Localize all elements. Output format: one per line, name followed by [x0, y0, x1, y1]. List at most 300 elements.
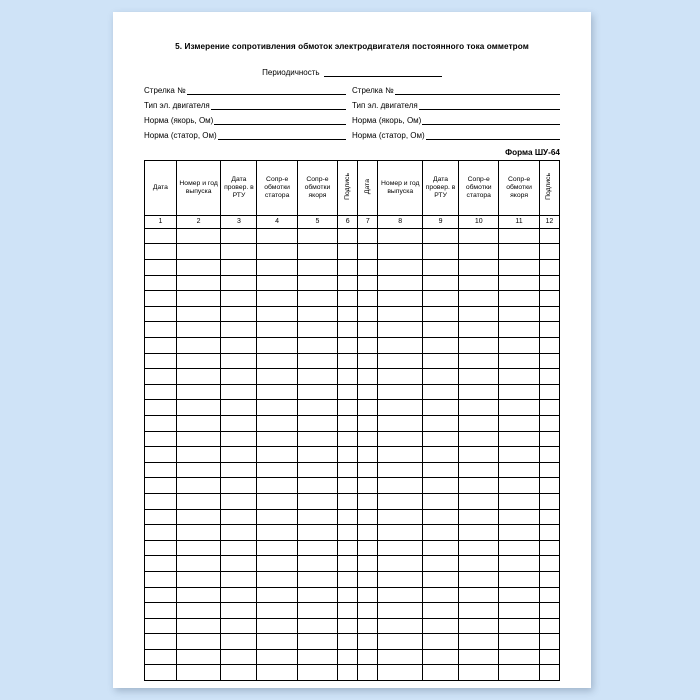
table-cell[interactable]	[221, 649, 257, 665]
table-row[interactable]	[145, 291, 560, 307]
table-cell[interactable]	[378, 618, 423, 634]
table-cell[interactable]	[221, 634, 257, 650]
table-cell[interactable]	[358, 587, 378, 603]
table-cell[interactable]	[499, 353, 539, 369]
table-cell[interactable]	[145, 431, 177, 447]
table-cell[interactable]	[539, 244, 559, 260]
table-cell[interactable]	[459, 322, 499, 338]
table-cell[interactable]	[297, 603, 337, 619]
table-cell[interactable]	[145, 571, 177, 587]
table-cell[interactable]	[423, 228, 459, 244]
table-cell[interactable]	[459, 415, 499, 431]
table-cell[interactable]	[423, 587, 459, 603]
table-cell[interactable]	[221, 260, 257, 276]
table-cell[interactable]	[358, 275, 378, 291]
table-cell[interactable]	[423, 603, 459, 619]
table-cell[interactable]	[257, 228, 297, 244]
table-cell[interactable]	[378, 665, 423, 681]
table-cell[interactable]	[459, 244, 499, 260]
table-cell[interactable]	[257, 462, 297, 478]
table-cell[interactable]	[459, 603, 499, 619]
table-cell[interactable]	[338, 462, 358, 478]
table-cell[interactable]	[459, 306, 499, 322]
table-cell[interactable]	[378, 462, 423, 478]
table-cell[interactable]	[257, 634, 297, 650]
table-cell[interactable]	[176, 338, 221, 354]
table-cell[interactable]	[257, 431, 297, 447]
table-cell[interactable]	[378, 556, 423, 572]
table-row[interactable]	[145, 618, 560, 634]
table-cell[interactable]	[358, 228, 378, 244]
table-cell[interactable]	[459, 478, 499, 494]
table-cell[interactable]	[539, 431, 559, 447]
table-cell[interactable]	[539, 322, 559, 338]
table-row[interactable]	[145, 540, 560, 556]
table-cell[interactable]	[338, 540, 358, 556]
table-cell[interactable]	[539, 665, 559, 681]
table-cell[interactable]	[423, 415, 459, 431]
table-cell[interactable]	[499, 400, 539, 416]
table-cell[interactable]	[358, 431, 378, 447]
table-cell[interactable]	[176, 431, 221, 447]
table-cell[interactable]	[459, 400, 499, 416]
table-cell[interactable]	[423, 618, 459, 634]
table-cell[interactable]	[297, 634, 337, 650]
table-cell[interactable]	[338, 556, 358, 572]
table-cell[interactable]	[145, 260, 177, 276]
table-cell[interactable]	[499, 525, 539, 541]
table-cell[interactable]	[338, 618, 358, 634]
table-cell[interactable]	[221, 587, 257, 603]
table-cell[interactable]	[221, 228, 257, 244]
table-cell[interactable]	[145, 415, 177, 431]
table-cell[interactable]	[145, 665, 177, 681]
table-row[interactable]	[145, 322, 560, 338]
table-cell[interactable]	[221, 571, 257, 587]
table-cell[interactable]	[257, 478, 297, 494]
table-cell[interactable]	[176, 509, 221, 525]
table-cell[interactable]	[176, 525, 221, 541]
table-cell[interactable]	[176, 540, 221, 556]
table-row[interactable]	[145, 338, 560, 354]
table-cell[interactable]	[358, 338, 378, 354]
table-row[interactable]	[145, 603, 560, 619]
table-cell[interactable]	[358, 291, 378, 307]
table-cell[interactable]	[145, 322, 177, 338]
table-cell[interactable]	[499, 291, 539, 307]
table-cell[interactable]	[358, 447, 378, 463]
table-cell[interactable]	[257, 603, 297, 619]
table-cell[interactable]	[499, 649, 539, 665]
table-cell[interactable]	[257, 244, 297, 260]
table-cell[interactable]	[338, 415, 358, 431]
table-cell[interactable]	[423, 493, 459, 509]
table-cell[interactable]	[338, 525, 358, 541]
table-cell[interactable]	[499, 556, 539, 572]
table-cell[interactable]	[378, 587, 423, 603]
table-cell[interactable]	[358, 525, 378, 541]
table-row[interactable]	[145, 462, 560, 478]
table-cell[interactable]	[539, 260, 559, 276]
table-cell[interactable]	[257, 260, 297, 276]
table-row[interactable]	[145, 353, 560, 369]
table-cell[interactable]	[145, 462, 177, 478]
table-cell[interactable]	[257, 275, 297, 291]
table-cell[interactable]	[145, 338, 177, 354]
table-cell[interactable]	[221, 525, 257, 541]
table-cell[interactable]	[358, 556, 378, 572]
table-cell[interactable]	[221, 338, 257, 354]
table-cell[interactable]	[338, 634, 358, 650]
table-cell[interactable]	[221, 244, 257, 260]
table-cell[interactable]	[539, 618, 559, 634]
table-cell[interactable]	[358, 306, 378, 322]
table-cell[interactable]	[145, 291, 177, 307]
table-cell[interactable]	[297, 447, 337, 463]
table-cell[interactable]	[499, 493, 539, 509]
table-cell[interactable]	[221, 540, 257, 556]
table-cell[interactable]	[459, 431, 499, 447]
table-cell[interactable]	[257, 493, 297, 509]
table-cell[interactable]	[145, 275, 177, 291]
table-row[interactable]	[145, 228, 560, 244]
table-cell[interactable]	[176, 322, 221, 338]
table-cell[interactable]	[423, 338, 459, 354]
table-cell[interactable]	[257, 447, 297, 463]
table-cell[interactable]	[297, 571, 337, 587]
table-cell[interactable]	[176, 447, 221, 463]
table-cell[interactable]	[459, 369, 499, 385]
table-cell[interactable]	[257, 649, 297, 665]
table-cell[interactable]	[358, 462, 378, 478]
table-cell[interactable]	[539, 447, 559, 463]
table-cell[interactable]	[176, 571, 221, 587]
table-cell[interactable]	[176, 493, 221, 509]
table-cell[interactable]	[297, 509, 337, 525]
table-cell[interactable]	[423, 322, 459, 338]
table-cell[interactable]	[423, 634, 459, 650]
table-cell[interactable]	[459, 228, 499, 244]
table-cell[interactable]	[297, 275, 337, 291]
table-row[interactable]	[145, 275, 560, 291]
table-cell[interactable]	[499, 447, 539, 463]
table-cell[interactable]	[459, 649, 499, 665]
table-cell[interactable]	[297, 415, 337, 431]
table-cell[interactable]	[338, 665, 358, 681]
table-cell[interactable]	[459, 462, 499, 478]
table-row[interactable]	[145, 493, 560, 509]
table-cell[interactable]	[176, 400, 221, 416]
table-row[interactable]	[145, 431, 560, 447]
table-cell[interactable]	[338, 649, 358, 665]
table-cell[interactable]	[257, 556, 297, 572]
table-cell[interactable]	[358, 400, 378, 416]
table-cell[interactable]	[297, 306, 337, 322]
table-cell[interactable]	[423, 540, 459, 556]
table-cell[interactable]	[176, 353, 221, 369]
table-cell[interactable]	[539, 493, 559, 509]
table-cell[interactable]	[499, 260, 539, 276]
table-cell[interactable]	[338, 509, 358, 525]
table-cell[interactable]	[499, 618, 539, 634]
table-cell[interactable]	[297, 244, 337, 260]
table-cell[interactable]	[338, 478, 358, 494]
table-cell[interactable]	[338, 400, 358, 416]
table-cell[interactable]	[378, 244, 423, 260]
table-row[interactable]	[145, 369, 560, 385]
table-cell[interactable]	[499, 571, 539, 587]
table-cell[interactable]	[423, 260, 459, 276]
table-cell[interactable]	[145, 634, 177, 650]
table-cell[interactable]	[257, 665, 297, 681]
table-cell[interactable]	[257, 338, 297, 354]
table-cell[interactable]	[459, 291, 499, 307]
table-cell[interactable]	[257, 618, 297, 634]
table-cell[interactable]	[297, 291, 337, 307]
table-cell[interactable]	[257, 306, 297, 322]
table-cell[interactable]	[459, 338, 499, 354]
table-row[interactable]	[145, 525, 560, 541]
table-cell[interactable]	[378, 275, 423, 291]
table-cell[interactable]	[221, 322, 257, 338]
table-cell[interactable]	[338, 306, 358, 322]
table-cell[interactable]	[358, 478, 378, 494]
table-cell[interactable]	[358, 322, 378, 338]
table-cell[interactable]	[297, 260, 337, 276]
table-cell[interactable]	[176, 244, 221, 260]
table-cell[interactable]	[378, 260, 423, 276]
table-cell[interactable]	[358, 603, 378, 619]
table-cell[interactable]	[358, 618, 378, 634]
table-cell[interactable]	[539, 587, 559, 603]
table-cell[interactable]	[297, 353, 337, 369]
table-cell[interactable]	[176, 384, 221, 400]
table-cell[interactable]	[499, 462, 539, 478]
table-row[interactable]	[145, 447, 560, 463]
table-cell[interactable]	[221, 618, 257, 634]
table-cell[interactable]	[378, 415, 423, 431]
table-cell[interactable]	[539, 556, 559, 572]
table-cell[interactable]	[221, 353, 257, 369]
table-cell[interactable]	[358, 369, 378, 385]
table-cell[interactable]	[257, 400, 297, 416]
table-cell[interactable]	[378, 649, 423, 665]
table-cell[interactable]	[297, 431, 337, 447]
table-cell[interactable]	[499, 244, 539, 260]
table-cell[interactable]	[378, 369, 423, 385]
table-cell[interactable]	[378, 603, 423, 619]
table-cell[interactable]	[338, 493, 358, 509]
table-cell[interactable]	[221, 369, 257, 385]
table-cell[interactable]	[145, 525, 177, 541]
table-cell[interactable]	[176, 369, 221, 385]
table-cell[interactable]	[176, 228, 221, 244]
table-cell[interactable]	[176, 306, 221, 322]
table-cell[interactable]	[539, 291, 559, 307]
table-cell[interactable]	[499, 306, 539, 322]
table-cell[interactable]	[176, 275, 221, 291]
table-cell[interactable]	[338, 338, 358, 354]
table-cell[interactable]	[459, 525, 499, 541]
table-cell[interactable]	[338, 353, 358, 369]
table-cell[interactable]	[257, 322, 297, 338]
table-cell[interactable]	[297, 665, 337, 681]
table-cell[interactable]	[378, 338, 423, 354]
table-cell[interactable]	[297, 384, 337, 400]
table-cell[interactable]	[459, 665, 499, 681]
table-cell[interactable]	[297, 525, 337, 541]
table-cell[interactable]	[423, 447, 459, 463]
table-cell[interactable]	[221, 478, 257, 494]
table-row[interactable]	[145, 260, 560, 276]
table-cell[interactable]	[423, 462, 459, 478]
table-cell[interactable]	[358, 244, 378, 260]
table-cell[interactable]	[257, 587, 297, 603]
table-cell[interactable]	[338, 571, 358, 587]
table-cell[interactable]	[297, 649, 337, 665]
table-cell[interactable]	[499, 478, 539, 494]
table-row[interactable]	[145, 244, 560, 260]
table-cell[interactable]	[499, 634, 539, 650]
table-cell[interactable]	[257, 369, 297, 385]
table-cell[interactable]	[145, 400, 177, 416]
table-cell[interactable]	[338, 369, 358, 385]
table-cell[interactable]	[257, 525, 297, 541]
table-cell[interactable]	[539, 540, 559, 556]
table-row[interactable]	[145, 415, 560, 431]
table-cell[interactable]	[297, 493, 337, 509]
table-cell[interactable]	[145, 618, 177, 634]
table-row[interactable]	[145, 478, 560, 494]
table-cell[interactable]	[499, 415, 539, 431]
table-cell[interactable]	[257, 384, 297, 400]
table-cell[interactable]	[338, 291, 358, 307]
table-cell[interactable]	[459, 275, 499, 291]
table-cell[interactable]	[145, 493, 177, 509]
table-cell[interactable]	[499, 665, 539, 681]
table-cell[interactable]	[358, 571, 378, 587]
table-cell[interactable]	[423, 431, 459, 447]
table-cell[interactable]	[423, 353, 459, 369]
table-cell[interactable]	[297, 322, 337, 338]
table-row[interactable]	[145, 571, 560, 587]
table-cell[interactable]	[145, 369, 177, 385]
table-cell[interactable]	[176, 618, 221, 634]
table-row[interactable]	[145, 556, 560, 572]
table-cell[interactable]	[145, 649, 177, 665]
table-cell[interactable]	[539, 603, 559, 619]
table-cell[interactable]	[297, 540, 337, 556]
table-row[interactable]	[145, 306, 560, 322]
table-cell[interactable]	[539, 509, 559, 525]
table-cell[interactable]	[499, 369, 539, 385]
table-cell[interactable]	[358, 540, 378, 556]
table-cell[interactable]	[176, 478, 221, 494]
table-cell[interactable]	[221, 431, 257, 447]
table-cell[interactable]	[297, 478, 337, 494]
table-cell[interactable]	[423, 665, 459, 681]
table-cell[interactable]	[539, 228, 559, 244]
table-cell[interactable]	[459, 384, 499, 400]
table-cell[interactable]	[145, 384, 177, 400]
table-cell[interactable]	[378, 634, 423, 650]
table-cell[interactable]	[221, 603, 257, 619]
table-cell[interactable]	[358, 634, 378, 650]
table-cell[interactable]	[539, 369, 559, 385]
table-row[interactable]	[145, 649, 560, 665]
table-cell[interactable]	[423, 509, 459, 525]
table-cell[interactable]	[499, 384, 539, 400]
table-cell[interactable]	[257, 353, 297, 369]
table-cell[interactable]	[221, 665, 257, 681]
table-cell[interactable]	[338, 431, 358, 447]
table-cell[interactable]	[499, 603, 539, 619]
table-cell[interactable]	[176, 634, 221, 650]
table-cell[interactable]	[539, 634, 559, 650]
table-cell[interactable]	[499, 587, 539, 603]
table-cell[interactable]	[257, 509, 297, 525]
table-row[interactable]	[145, 384, 560, 400]
table-cell[interactable]	[539, 275, 559, 291]
table-cell[interactable]	[358, 260, 378, 276]
table-row[interactable]	[145, 665, 560, 681]
table-cell[interactable]	[145, 587, 177, 603]
table-cell[interactable]	[145, 540, 177, 556]
table-cell[interactable]	[176, 260, 221, 276]
table-cell[interactable]	[378, 447, 423, 463]
table-cell[interactable]	[539, 306, 559, 322]
table-cell[interactable]	[221, 400, 257, 416]
table-cell[interactable]	[539, 462, 559, 478]
table-cell[interactable]	[539, 353, 559, 369]
table-cell[interactable]	[423, 478, 459, 494]
table-cell[interactable]	[423, 369, 459, 385]
table-cell[interactable]	[423, 649, 459, 665]
table-cell[interactable]	[423, 244, 459, 260]
table-cell[interactable]	[539, 571, 559, 587]
table-cell[interactable]	[423, 291, 459, 307]
table-cell[interactable]	[378, 306, 423, 322]
table-cell[interactable]	[358, 384, 378, 400]
table-cell[interactable]	[378, 228, 423, 244]
table-cell[interactable]	[423, 306, 459, 322]
table-cell[interactable]	[378, 525, 423, 541]
table-cell[interactable]	[378, 540, 423, 556]
table-cell[interactable]	[358, 665, 378, 681]
table-cell[interactable]	[539, 525, 559, 541]
table-cell[interactable]	[221, 509, 257, 525]
table-cell[interactable]	[297, 587, 337, 603]
table-cell[interactable]	[145, 509, 177, 525]
table-cell[interactable]	[145, 603, 177, 619]
table-cell[interactable]	[338, 587, 358, 603]
table-row[interactable]	[145, 509, 560, 525]
table-cell[interactable]	[257, 291, 297, 307]
table-cell[interactable]	[358, 493, 378, 509]
table-cell[interactable]	[499, 540, 539, 556]
table-cell[interactable]	[378, 353, 423, 369]
table-cell[interactable]	[176, 415, 221, 431]
table-cell[interactable]	[539, 415, 559, 431]
table-cell[interactable]	[145, 228, 177, 244]
table-cell[interactable]	[378, 571, 423, 587]
table-cell[interactable]	[145, 447, 177, 463]
table-cell[interactable]	[459, 618, 499, 634]
table-cell[interactable]	[176, 665, 221, 681]
table-cell[interactable]	[176, 649, 221, 665]
table-cell[interactable]	[145, 478, 177, 494]
table-cell[interactable]	[176, 556, 221, 572]
